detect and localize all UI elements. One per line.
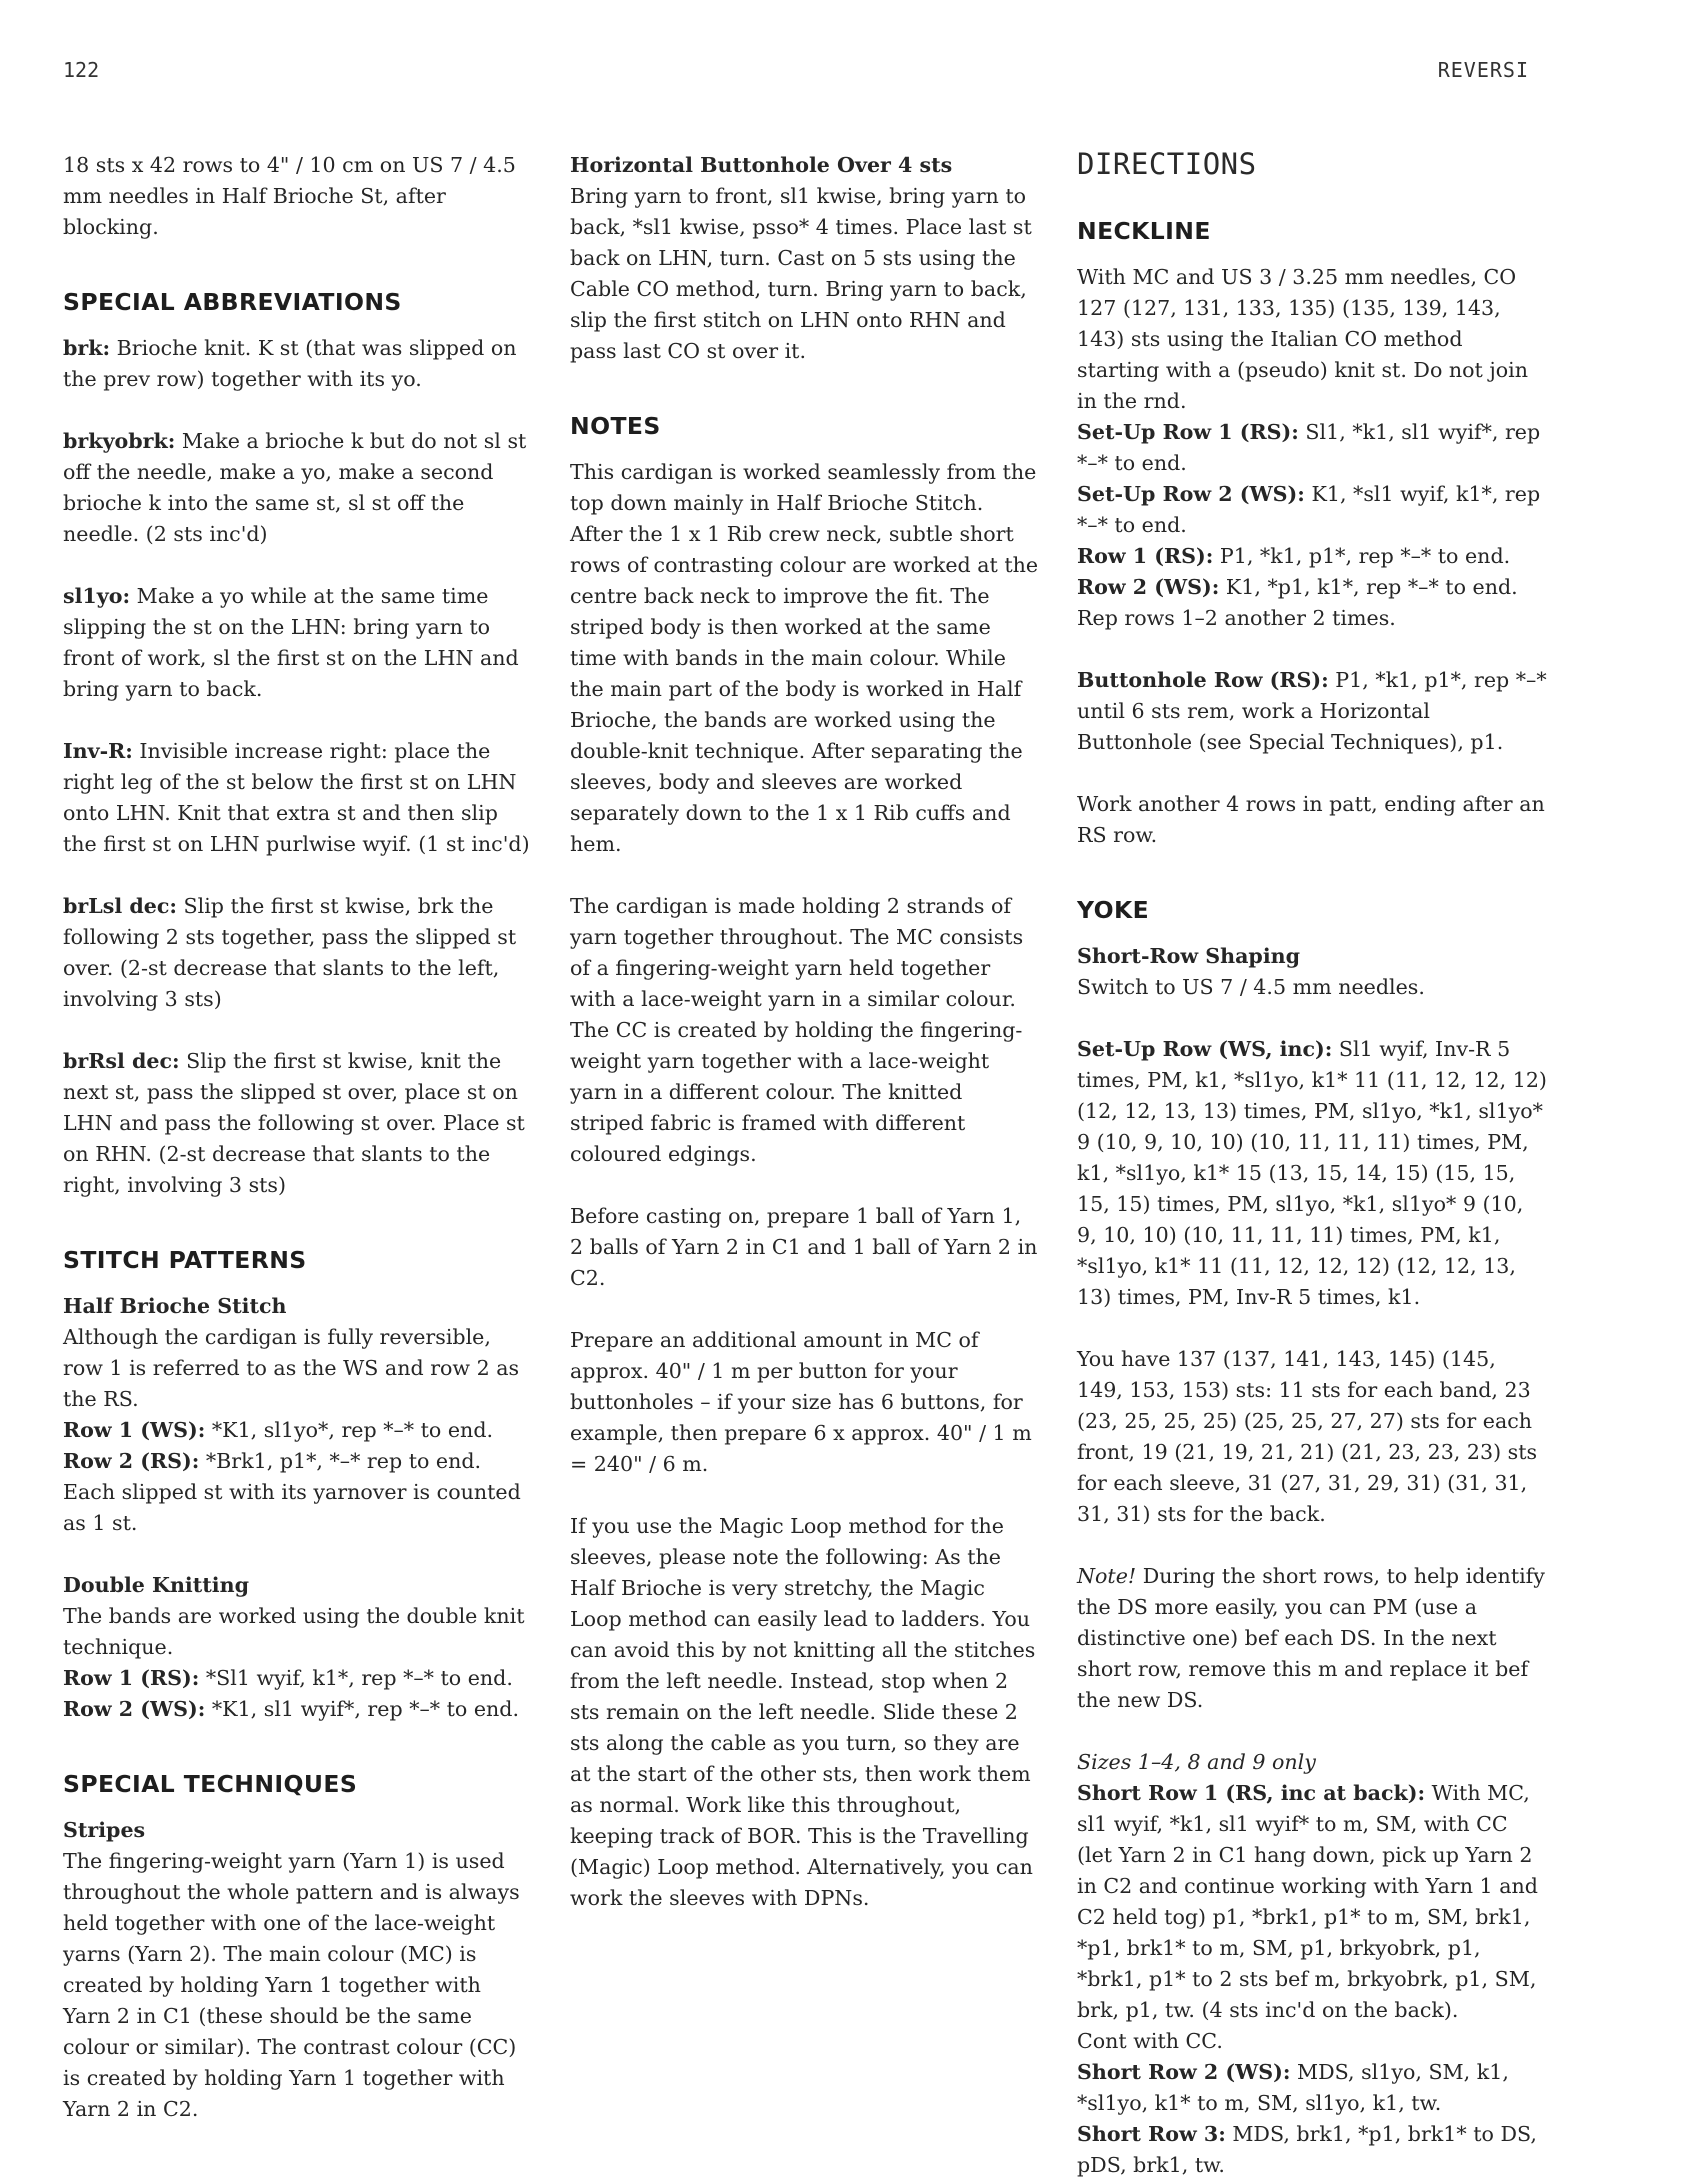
notes-paragraph: This cardigan is worked seamlessly from the top down mainly in Half Brioche Stitch. After the 1 x 1 Rib crew neck, subtle short rows of contrasting colour are worked at the centre back neck to improve the fit. The striped body is then worked at the same time with bands in the main colour. While the main part of the body is worked in Half Brioche, the bands are worked using the double-knit technique. After separating the sleeves, body and sleeves are worked separately down to the 1 x 1 Rib cuffs and hem.	[570, 460, 1039, 856]
double-knitting-row-2: Row 2 (WS): *K1, sl1 wyif*, rep *–* to end.	[63, 1697, 520, 1721]
abbreviation-brkyobrk: brkyobrk: Make a brioche k but do not sl st off the needle, make a yo, make a second brioche k into the same st, sl st off the needle. (2 sts inc'd)	[63, 429, 527, 546]
page-number: 122	[63, 58, 100, 82]
double-knitting-intro: The bands are worked using the double knit technique.	[63, 1604, 525, 1659]
half-brioche-row-1: Row 1 (WS): *K1, sl1yo*, rep *–* to end.	[63, 1418, 494, 1442]
notes-heading: NOTES	[570, 412, 661, 440]
yoke-setup-row: Set-Up Row (WS, inc): Sl1 wyif, Inv-R 5 times, PM, k1, *sl1yo, k1* 11 (11, 12, 12, 12) (12, 12, 13, 13) times, PM, sl1yo, *k1, sl1yo* 9 (10, 9, 10, 10) (10, 11, 11, 11) times, PM, k1, *sl1yo, k1* 15 (13, 15, 14, 15) (15, 15, 15, 15) times, PM, sl1yo, *k1, sl1yo* 9 (10, 9, 10, 10) (10, 11, 11, 11) times, PM, k1, *sl1yo, k1* 11 (11, 12, 12, 12) (12, 12, 13, 13) times, PM, Inv-R 5 times, k1.	[1077, 1037, 1547, 1309]
chapter-name: REVERSI	[1437, 58, 1529, 82]
stitch-count: You have 137 (137, 141, 143, 145) (145, 149, 153, 153) sts: 11 sts for each band, 23 (23, 25, 25, 25) (25, 25, 27, 27) sts for each front, 19 (21, 19, 21, 21) (21, 23, 23, 23) sts for each sleeve, 31 (27, 31, 29, 31) (31, 31, 31, 31) sts for the back.	[1077, 1347, 1538, 1526]
buttonhole-technique-title: Horizontal Buttonhole Over 4 sts	[570, 153, 953, 177]
neckline-work-more: Work another 4 rows in patt, ending after an RS row.	[1077, 792, 1545, 847]
stripes-text: The fingering-weight yarn (Yarn 1) is used throughout the whole pattern and is always held together with one of the lace-weight yarns (Yarn 2). The main colour (MC) is created by holding Yarn 1 together with Yarn 2 in C1 (these should be the same colour or similar). The contrast colour (CC) is created by holding Yarn 1 together with Yarn 2 in C2.	[63, 1849, 520, 2121]
short-row-2: Short Row 2 (WS): MDS, sl1yo, SM, k1, *sl1yo, k1* to m, SM, sl1yo, k1, tw.	[1077, 2060, 1509, 2115]
abbreviation-brk: brk: Brioche knit. K st (that was slipped on the prev row) together with its yo.	[63, 336, 517, 391]
abbreviation-brrsl-dec: brRsl dec: Slip the first st kwise, knit the next st, pass the slipped st over, place st on LHN and pass the following st over. Place st on RHN. (2-st decrease that slants to the right, involving 3 sts)	[63, 1049, 525, 1197]
special-techniques-heading: SPECIAL TECHNIQUES	[63, 1770, 358, 1798]
neckline-row-1: Row 1 (RS): P1, *k1, p1*, rep *–* to end.	[1077, 544, 1511, 568]
short-row-shaping-title: Short-Row Shaping	[1077, 944, 1301, 968]
buttonhole-technique-text: Bring yarn to front, sl1 kwise, bring yarn to back, *sl1 kwise, psso* 4 times. Place last st back on LHN, turn. Cast on 5 sts using the Cable CO method, turn. Bring yarn to back, slip the first stitch on LHN onto RHN and pass last CO st over it.	[570, 184, 1032, 363]
half-brioche-note: Each slipped st with its yarnover is counted as 1 st.	[63, 1480, 521, 1535]
switch-needles: Switch to US 7 / 4.5 mm needles.	[1077, 975, 1425, 999]
stripes-title: Stripes	[63, 1818, 146, 1842]
notes-paragraph: Prepare an additional amount in MC of approx. 40" / 1 m per button for your buttonholes – if your size has 6 buttons, for example, then prepare 6 x approx. 40" / 1 m = 240" / 6 m.	[570, 1328, 1032, 1476]
column-left	[63, 150, 533, 2125]
neckline-row-2: Row 2 (WS): K1, *p1, k1*, rep *–* to end.	[1077, 575, 1518, 599]
half-brioche-title: Half Brioche Stitch	[63, 1294, 287, 1318]
neckline-setup-row-2: Set-Up Row 2 (WS): K1, *sl1 wyif, k1*, rep *–* to end.	[1077, 482, 1541, 537]
gauge-text: 18 sts x 42 rows to 4" / 10 cm on US 7 / 4.5 mm needles in Half Brioche St, after blocking.	[63, 153, 516, 239]
half-brioche-row-2: Row 2 (RS): *Brk1, p1*, *–* rep to end.	[63, 1449, 482, 1473]
special-abbreviations-heading: SPECIAL ABBREVIATIONS	[63, 288, 402, 316]
abbreviation-inv-r: Inv-R: Invisible increase right: place the right leg of the st below the first st on LHN onto LHN. Knit that extra st and then slip the first st on LHN purlwise wyif. (1 st inc'd)	[63, 739, 530, 856]
short-row-3: Short Row 3: MDS, brk1, *p1, brk1* to DS, pDS, brk1, tw.	[1077, 2122, 1537, 2177]
stitch-patterns-heading: STITCH PATTERNS	[63, 1246, 307, 1274]
neckline-setup-row-1: Set-Up Row 1 (RS): Sl1, *k1, sl1 wyif*, rep *–* to end.	[1077, 420, 1541, 475]
sizes-label: Sizes 1–4, 8 and 9 only	[1077, 1750, 1316, 1774]
abbreviation-brlsl-dec: brLsl dec: Slip the first st kwise, brk the following 2 sts together, pass the slipped st over. (2-st decrease that slants to the left, involving 3 sts)	[63, 894, 517, 1011]
yoke-heading: YOKE	[1077, 896, 1150, 924]
double-knitting-title: Double Knitting	[63, 1573, 249, 1597]
notes-paragraph: The cardigan is made holding 2 strands of yarn together throughout. The MC consists of a fingering-weight yarn held together with a lace-weight yarn in a similar colour. The CC is created by holding the fingering-weight yarn together with a lace-weight yarn in a different colour. The knitted striped fabric is framed with different coloured edgings.	[570, 894, 1024, 1166]
neckline-intro: With MC and US 3 / 3.25 mm needles, CO 127 (127, 131, 133, 135) (135, 139, 143, 143) sts using the Italian CO method starting with a (pseudo) knit st. Do not join in the rnd.	[1077, 265, 1529, 413]
neckline-heading: NECKLINE	[1077, 217, 1211, 245]
neckline-buttonhole-row: Buttonhole Row (RS): P1, *k1, p1*, rep *–* until 6 sts rem, work a Horizontal Buttonhole (see Special Techniques), p1.	[1077, 668, 1547, 754]
abbreviation-sl1yo: sl1yo: Make a yo while at the same time slipping the st on the LHN: bring yarn to front of work, sl the first st on the LHN and bring yarn to back.	[63, 584, 519, 701]
notes-paragraph: If you use the Magic Loop method for the sleeves, please note the following: As the Half Brioche is very stretchy, the Magic Loop method can easily lead to ladders. You can avoid this by not knitting all the stitches from the left needle. Instead, stop when 2 sts remain on the left needle. Slide these 2 sts along the cable as you turn, so they are at the start of the other sts, then work them as normal. Work like this throughout, keeping track of BOR. This is the Travelling (Magic) Loop method. Alternatively, you can work the sleeves with DPNs.	[570, 1514, 1036, 1910]
double-knitting-row-1: Row 1 (RS): *Sl1 wyif, k1*, rep *–* to end.	[63, 1666, 513, 1690]
short-row-note: Note! During the short rows, to help identify the DS more easily, you can PM (use a distinctive one) bef each DS. In the next short row, remove this m and replace it bef the new DS.	[1077, 1564, 1545, 1712]
directions-heading: DIRECTIONS	[1077, 147, 1257, 181]
half-brioche-intro: Although the cardigan is fully reversible, row 1 is referred to as the WS and row 2 as the RS.	[63, 1325, 520, 1411]
column-middle	[570, 150, 1040, 1914]
neckline-repeat: Rep rows 1–2 another 2 times.	[1077, 606, 1396, 630]
continue-cc: Cont with CC.	[1077, 2029, 1223, 2053]
notes-paragraph: Before casting on, prepare 1 ball of Yarn 1, 2 balls of Yarn 2 in C1 and 1 ball of Yarn 2 in C2.	[570, 1204, 1038, 1290]
column-right	[1077, 147, 1547, 2181]
short-row-1: Short Row 1 (RS, inc at back): With MC, sl1 wyif, *k1, sl1 wyif* to m, SM, with CC (let Yarn 2 in C1 hang down, pick up Yarn 2 in C2 and continue working with Yarn 1 and C2 held tog) p1, *brk1, p1* to m, SM, brk1, *p1, brk1* to m, SM, p1, brkyobrk, p1, *brk1, p1* to 2 sts bef m, brkyobrk, p1, SM, brk, p1, tw. (4 sts inc'd on the back).	[1077, 1781, 1538, 2022]
